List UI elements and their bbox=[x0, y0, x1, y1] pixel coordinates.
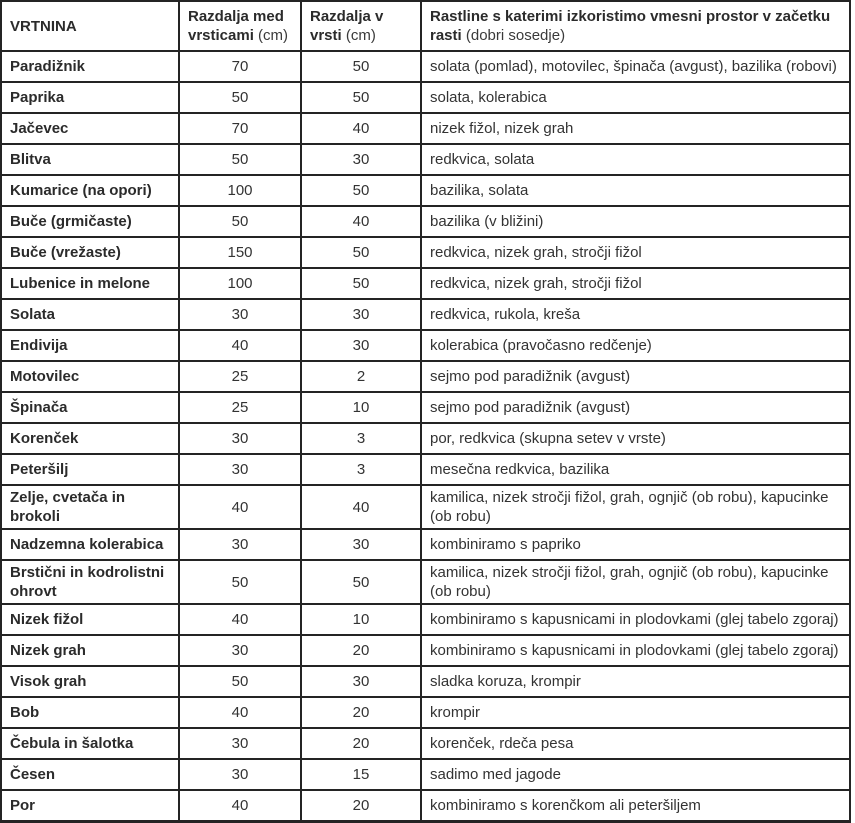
table-row bbox=[1, 635, 850, 666]
table-row bbox=[1, 51, 850, 82]
good-neighbors-cell: kombiniramo s kapusnicami in plodovkami (glej tabelo zgoraj) bbox=[421, 604, 850, 635]
table-row bbox=[1, 268, 850, 299]
row-spacing-value-cell: 25 bbox=[179, 361, 301, 392]
in-row-spacing-value-cell: 20 bbox=[301, 697, 421, 728]
vegetable-name-cell: Peteršilj bbox=[1, 454, 179, 485]
row-spacing-value-cell: 50 bbox=[179, 144, 301, 175]
vegetable-name-cell: Blitva bbox=[1, 144, 179, 175]
in-row-spacing-value-cell: 30 bbox=[301, 666, 421, 697]
in-row-spacing-value-cell: 50 bbox=[301, 175, 421, 206]
vegetable-name-cell: Paprika bbox=[1, 82, 179, 113]
header-unit-text: (cm) bbox=[258, 27, 289, 44]
table-row bbox=[1, 759, 850, 790]
good-neighbors-cell: redkvica, rukola, kreša bbox=[421, 299, 850, 330]
table-row bbox=[1, 175, 850, 206]
table-row bbox=[1, 604, 850, 635]
table-row bbox=[1, 697, 850, 728]
row-spacing-value-cell: 40 bbox=[179, 485, 301, 529]
vegetable-name-cell: Buče (grmičaste) bbox=[1, 206, 179, 237]
row-spacing-value-cell: 50 bbox=[179, 666, 301, 697]
vegetable-name-cell: Korenček bbox=[1, 423, 179, 454]
vegetable-name-cell: Nadzemna kolerabica bbox=[1, 529, 179, 560]
col-header-row-spacing bbox=[179, 1, 301, 51]
good-neighbors-cell: kamilica, nizek stročji fižol, grah, ognjič (ob robu), kapucinke (ob robu) bbox=[421, 485, 850, 529]
good-neighbors-cell: sadimo med jagode bbox=[421, 759, 850, 790]
in-row-spacing-value-cell: 30 bbox=[301, 529, 421, 560]
in-row-spacing-value-cell: 40 bbox=[301, 113, 421, 144]
table-row bbox=[1, 790, 850, 822]
vegetable-name-cell: Jačevec bbox=[1, 113, 179, 144]
vegetable-name-cell: Nizek fižol bbox=[1, 604, 179, 635]
good-neighbors-cell: solata (pomlad), motovilec, špinača (avgust), bazilika (robovi) bbox=[421, 51, 850, 82]
table-row bbox=[1, 392, 850, 423]
col-header-in-row-spacing bbox=[301, 1, 421, 51]
in-row-spacing-value-cell: 50 bbox=[301, 82, 421, 113]
table-body bbox=[1, 51, 850, 822]
row-spacing-value-cell: 25 bbox=[179, 392, 301, 423]
vegetable-name-cell: Por bbox=[1, 790, 179, 822]
good-neighbors-cell: por, redkvica (skupna setev v vrste) bbox=[421, 423, 850, 454]
good-neighbors-cell: redkvica, nizek grah, stročji fižol bbox=[421, 237, 850, 268]
header-bold-text: VRTNINA bbox=[10, 17, 77, 35]
vegetable-name-cell: Visok grah bbox=[1, 666, 179, 697]
in-row-spacing-value-cell: 20 bbox=[301, 635, 421, 666]
vegetable-name-cell: Čebula in šalotka bbox=[1, 728, 179, 759]
row-spacing-value-cell: 100 bbox=[179, 268, 301, 299]
table-row bbox=[1, 560, 850, 604]
table-row bbox=[1, 330, 850, 361]
good-neighbors-cell: kombiniramo s korenčkom ali peteršiljem bbox=[421, 790, 850, 822]
row-spacing-value-cell: 70 bbox=[179, 113, 301, 144]
in-row-spacing-value-cell: 50 bbox=[301, 268, 421, 299]
header-row bbox=[1, 1, 850, 51]
good-neighbors-cell: sejmo pod paradižnik (avgust) bbox=[421, 392, 850, 423]
table-row bbox=[1, 666, 850, 697]
good-neighbors-cell: kolerabica (pravočasno redčenje) bbox=[421, 330, 850, 361]
table-row bbox=[1, 454, 850, 485]
row-spacing-value-cell: 30 bbox=[179, 299, 301, 330]
table-row bbox=[1, 423, 850, 454]
in-row-spacing-value-cell: 40 bbox=[301, 206, 421, 237]
row-spacing-value-cell: 40 bbox=[179, 604, 301, 635]
header-bold-text: Razdalja v vrsti bbox=[310, 8, 384, 44]
good-neighbors-cell: sladka koruza, krompir bbox=[421, 666, 850, 697]
in-row-spacing-value-cell: 30 bbox=[301, 299, 421, 330]
good-neighbors-cell: solata, kolerabica bbox=[421, 82, 850, 113]
good-neighbors-cell: mesečna redkvica, bazilika bbox=[421, 454, 850, 485]
table-row bbox=[1, 361, 850, 392]
good-neighbors-cell: kombiniramo s papriko bbox=[421, 529, 850, 560]
vegetable-name-cell: Paradižnik bbox=[1, 51, 179, 82]
good-neighbors-cell: kamilica, nizek stročji fižol, grah, ognjič (ob robu), kapucinke (ob robu) bbox=[421, 560, 850, 604]
row-spacing-value-cell: 30 bbox=[179, 423, 301, 454]
good-neighbors-cell: kombiniramo s kapusnicami in plodovkami (glej tabelo zgoraj) bbox=[421, 635, 850, 666]
table-row bbox=[1, 206, 850, 237]
row-spacing-value-cell: 40 bbox=[179, 330, 301, 361]
table-row bbox=[1, 728, 850, 759]
table-row bbox=[1, 82, 850, 113]
table-row bbox=[1, 144, 850, 175]
good-neighbors-cell: krompir bbox=[421, 697, 850, 728]
header-note-text: (dobri sosedje) bbox=[465, 27, 566, 44]
row-spacing-value-cell: 50 bbox=[179, 82, 301, 113]
in-row-spacing-value-cell: 20 bbox=[301, 728, 421, 759]
row-spacing-value-cell: 50 bbox=[179, 560, 301, 604]
table-row bbox=[1, 113, 850, 144]
good-neighbors-cell: bazilika (v bližini) bbox=[421, 206, 850, 237]
table-row bbox=[1, 529, 850, 560]
in-row-spacing-value-cell: 20 bbox=[301, 790, 421, 822]
in-row-spacing-value-cell: 50 bbox=[301, 237, 421, 268]
header-bold-text: Razdalja med vrsticami bbox=[188, 8, 284, 44]
col-header-vrtnina bbox=[1, 1, 179, 51]
vegetable-name-cell: Lubenice in melone bbox=[1, 268, 179, 299]
vegetable-name-cell: Zelje, cvetača in brokoli bbox=[1, 485, 179, 529]
row-spacing-value-cell: 50 bbox=[179, 206, 301, 237]
in-row-spacing-value-cell: 3 bbox=[301, 423, 421, 454]
col-header-good-neighbors bbox=[421, 1, 850, 51]
in-row-spacing-value-cell: 50 bbox=[301, 560, 421, 604]
vegetable-name-cell: Solata bbox=[1, 299, 179, 330]
vegetable-name-cell: Motovilec bbox=[1, 361, 179, 392]
row-spacing-value-cell: 70 bbox=[179, 51, 301, 82]
row-spacing-value-cell: 30 bbox=[179, 728, 301, 759]
vegetable-name-cell: Česen bbox=[1, 759, 179, 790]
vegetable-name-cell: Buče (vrežaste) bbox=[1, 237, 179, 268]
header-unit-text: (cm) bbox=[345, 27, 376, 44]
good-neighbors-cell: korenček, rdeča pesa bbox=[421, 728, 850, 759]
in-row-spacing-value-cell: 3 bbox=[301, 454, 421, 485]
good-neighbors-cell: bazilika, solata bbox=[421, 175, 850, 206]
row-spacing-value-cell: 30 bbox=[179, 529, 301, 560]
header-bold-text: Rastline s katerimi izkoristimo vmesni prostor v začetku rasti bbox=[430, 8, 831, 44]
in-row-spacing-value-cell: 40 bbox=[301, 485, 421, 529]
in-row-spacing-value-cell: 30 bbox=[301, 330, 421, 361]
table-row bbox=[1, 237, 850, 268]
row-spacing-value-cell: 150 bbox=[179, 237, 301, 268]
row-spacing-value-cell: 40 bbox=[179, 697, 301, 728]
in-row-spacing-value-cell: 10 bbox=[301, 392, 421, 423]
in-row-spacing-value-cell: 50 bbox=[301, 51, 421, 82]
in-row-spacing-value-cell: 2 bbox=[301, 361, 421, 392]
vegetable-name-cell: Nizek grah bbox=[1, 635, 179, 666]
good-neighbors-cell: redkvica, nizek grah, stročji fižol bbox=[421, 268, 850, 299]
row-spacing-value-cell: 30 bbox=[179, 759, 301, 790]
good-neighbors-cell: redkvica, solata bbox=[421, 144, 850, 175]
vegetable-name-cell: Bob bbox=[1, 697, 179, 728]
vegetable-name-cell: Brstični in kodrolistni ohrovt bbox=[1, 560, 179, 604]
in-row-spacing-value-cell: 15 bbox=[301, 759, 421, 790]
row-spacing-value-cell: 30 bbox=[179, 454, 301, 485]
table-row bbox=[1, 485, 850, 529]
good-neighbors-cell: sejmo pod paradižnik (avgust) bbox=[421, 361, 850, 392]
row-spacing-value-cell: 100 bbox=[179, 175, 301, 206]
vegetable-name-cell: Špinača bbox=[1, 392, 179, 423]
vegetable-name-cell: Kumarice (na opori) bbox=[1, 175, 179, 206]
table-row bbox=[1, 299, 850, 330]
row-spacing-value-cell: 40 bbox=[179, 790, 301, 822]
vegetable-name-cell: Endivija bbox=[1, 330, 179, 361]
row-spacing-value-cell: 30 bbox=[179, 635, 301, 666]
in-row-spacing-value-cell: 30 bbox=[301, 144, 421, 175]
in-row-spacing-value-cell: 10 bbox=[301, 604, 421, 635]
good-neighbors-cell: nizek fižol, nizek grah bbox=[421, 113, 850, 144]
